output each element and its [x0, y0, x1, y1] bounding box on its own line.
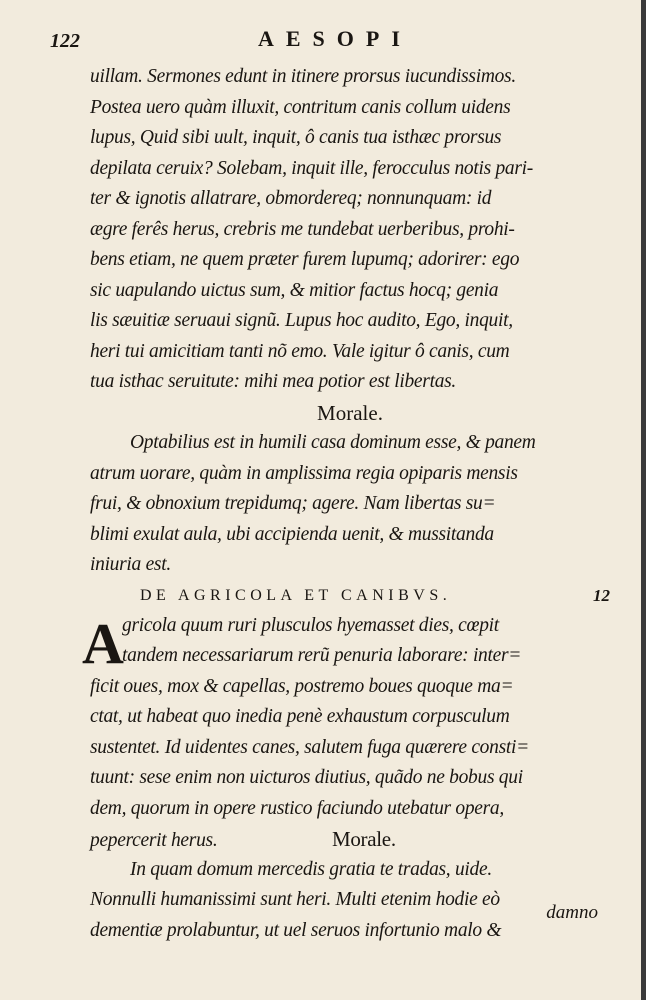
text-line: Optabilius est in humili casa dominum esse, & panem: [130, 432, 536, 453]
text-block: [82, 62, 610, 946]
text-line-content: gricola quum ruri plusculos hyemasset dies, cœpit: [122, 614, 499, 636]
text-line: frui, & obnoxium trepidumq; agere. Nam libertas su=: [90, 493, 496, 514]
text-line: tandem necessariarum rerũ penuria laborare: inter=: [122, 645, 522, 666]
text-line: tuunt: sese enim non uicturos diutius, quãdo ne bobus qui: [90, 767, 523, 788]
text-line: sic uapulando uictus sum, & mitior factus hocq; genia: [90, 279, 499, 301]
text-line: In quam domum mercedis gratia te tradas, uide.: [130, 858, 492, 880]
text-line: lupus, Quid sibi uult, inquit, ô canis tua isthæc prorsus: [90, 127, 502, 148]
running-title: AESOPI: [258, 26, 412, 51]
text-line: ægre ferês herus, crebris me tundebat uerberibus, prohi-: [90, 218, 515, 240]
text-line: Nonnulli humanissimi sunt heri. Multi etenim hodie eò: [90, 889, 500, 910]
text-line: atrum uorare, quàm in amplissima regia opiparis mensis: [90, 462, 518, 484]
text-line: depilata ceruix? Solebam, inquit ille, ferocculus notis pari-: [90, 157, 533, 179]
text-line: ctat, ut habeat quo inedia penè exhaustum corpusculum: [90, 706, 510, 727]
fable-number: 12: [593, 585, 610, 605]
morale-heading: Morale.: [331, 827, 396, 851]
text-line: ter & ignotis allatrare, obmordereq; nonnunquam: id: [90, 188, 492, 209]
text-line: bens etiam, ne quem præter furem lupumq; adorirer: ego: [90, 249, 520, 270]
text-line: [90, 824, 610, 855]
text-line: tua isthac seruitute: mihi mea potior est libertas.: [90, 371, 457, 392]
page-edge-shadow: [641, 0, 646, 1000]
text-line: lis sæuitiæ seruaui signũ. Lupus hoc audito, Ego, inquit,: [90, 310, 513, 331]
text-line: blimi exulat aula, ubi accipienda uenit, & mussitanda: [90, 523, 494, 545]
catchword: damno: [546, 902, 598, 923]
text-line: iniuria est.: [90, 554, 171, 575]
folio-number: 122: [50, 30, 80, 52]
text-line: dementiæ prolabuntur, ut uel seruos infortunio malo &: [90, 919, 502, 941]
text-line: ficit oues, mox & capellas, postremo boues quoque ma=: [90, 675, 514, 697]
text-line: uillam. Sermones edunt in itinere prorsus iucundissimos.: [90, 66, 516, 87]
fable-title-text: DE AGRICOLA ET CANIBVS.: [140, 586, 452, 604]
text-line: Postea uero quàm illuxit, contritum canis collum uidens: [90, 96, 511, 118]
drop-cap: A: [82, 610, 124, 676]
morale-heading: Morale.: [317, 400, 383, 425]
fable-title: [140, 581, 610, 611]
text-line: dem, quorum in opere rustico faciundo utebatur opera,: [90, 797, 504, 819]
text-line: heri tui amicitiam tanti nõ emo. Vale igitur ô canis, cum: [90, 340, 510, 362]
text-line: sustentet. Id uidentes canes, salutem fuga quærere consti=: [90, 736, 529, 758]
text-line-content: pepercerit herus.: [90, 830, 218, 851]
